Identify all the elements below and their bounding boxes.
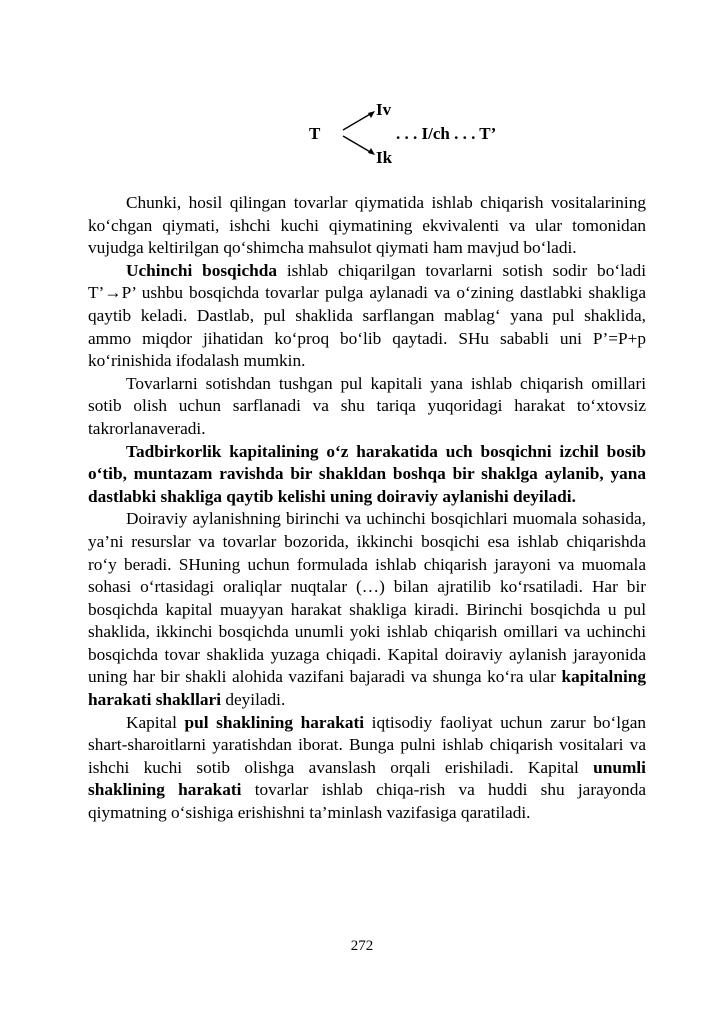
text-run: Chunki, hosil qilingan tovarlar qiymatida ishlab chiqarish vositalarining ko‘chgan qiymati, ishchi kuchi qiymatining ekvivalenti va ular tomonidan vujudga keltirilgan qo‘shimcha mahsulot qiymati ham mavjud bo‘ladi.: [88, 193, 646, 258]
bold-text: pul shaklining harakati: [184, 712, 365, 732]
page-number: 272: [350, 938, 374, 954]
text-run: deyiladi.: [221, 690, 286, 710]
branch-arrows-icon: [340, 108, 380, 158]
body-text: [88, 192, 646, 825]
formula-lower-branch: Ik: [376, 148, 393, 167]
paragraph: [88, 441, 646, 509]
bold-text: kapitalning harakati shakllari: [88, 667, 646, 710]
paragraph: [88, 260, 646, 373]
bold-text: Tadbirkorlik kapitalining o‘z harakatida uch bosqichni izchil bosib o‘tib, muntazam ravishda bir shakldan boshqa bir shaklga aylanib, yana dastlabki shakliga qaytib kelishi uning doiraviy aylanishi deyiladi.: [88, 441, 646, 506]
text-run: iqtisodiy faoliyat uchun zarur bo‘lgan shart-sharoitlarni yaratishdan iborat. Bunga pulni ishlab chiqarish vositalari va ishchi kuchi sotib olishga avanslash orqali erishiladi. Kapital: [88, 712, 647, 777]
text-run: ishlab chiqarilgan tovarlarni sotish sodir bo‘ladi T’→P’ ushbu bosqichda tovarlar pulga aylanadi va o‘zining dastlabki shakliga qaytib keladi. Dastlab, pul shaklida sarflangan mablag‘ yana pul shaklida, ammo miqdor jihatidan ko‘proq bo‘lib qaytadi. SHu sababli uni P’=P+p ko‘rinishida ifodalash mumkin.: [88, 260, 646, 371]
paragraph: [88, 712, 646, 825]
text-run: Doiraviy aylanishning birinchi va uchinchi bosqichlari muomala sohasida, ya’ni resurslar va tovarlar bozorida, ikkinchi bosqichi esa ishlab chiqarishda ro‘y beradi. SHuning uchun formulada ishlab chiqarish jarayoni va muomala sohasi o‘rtasidagi oraliqlar nuqtalar (…) bilan ajratilib ko‘rsatiladi. Har bir bosqichda kapital muayyan harakat shakliga kiradi. Birinchi bosqichda u pul shaklida, ikkinchi bosqichda unumli yoki ishlab chiqarish omillari va uchinchi bosqichda tovar shaklida yuzaga chiqadi. Kapital doiraviy aylanish jarayonida uning har bir shakli alohida vazifani bajaradi va shunga ko‘ra ular: [88, 509, 646, 687]
text-run: Kapital: [126, 712, 185, 732]
paragraph: [88, 373, 646, 441]
circulation-formula: [0, 0, 724, 180]
text-run: tovarlar ishlab chiqa-rish va huddi shu jarayonda qiymatning o‘sishiga erishishni ta’minlash vazifasiga qaratiladi.: [88, 780, 647, 823]
text-run: Tovarlarni sotishdan tushgan pul kapitali yana ishlab chiqarish omillari sotib olish uchun sarflanadi va shu tariqa yuqoridagi harakat to‘xtovsiz takrorlanaveradi.: [88, 373, 646, 438]
paragraph: [88, 508, 646, 711]
formula-start: T: [309, 124, 321, 143]
bold-text: unumli shaklining harakati: [88, 757, 646, 800]
formula-upper-branch: Iv: [376, 100, 392, 119]
paragraph: [88, 192, 646, 260]
bold-text: Uchinchi bosqichda: [126, 260, 278, 280]
formula-tail: . . . I/ch . . . T’: [396, 124, 497, 143]
